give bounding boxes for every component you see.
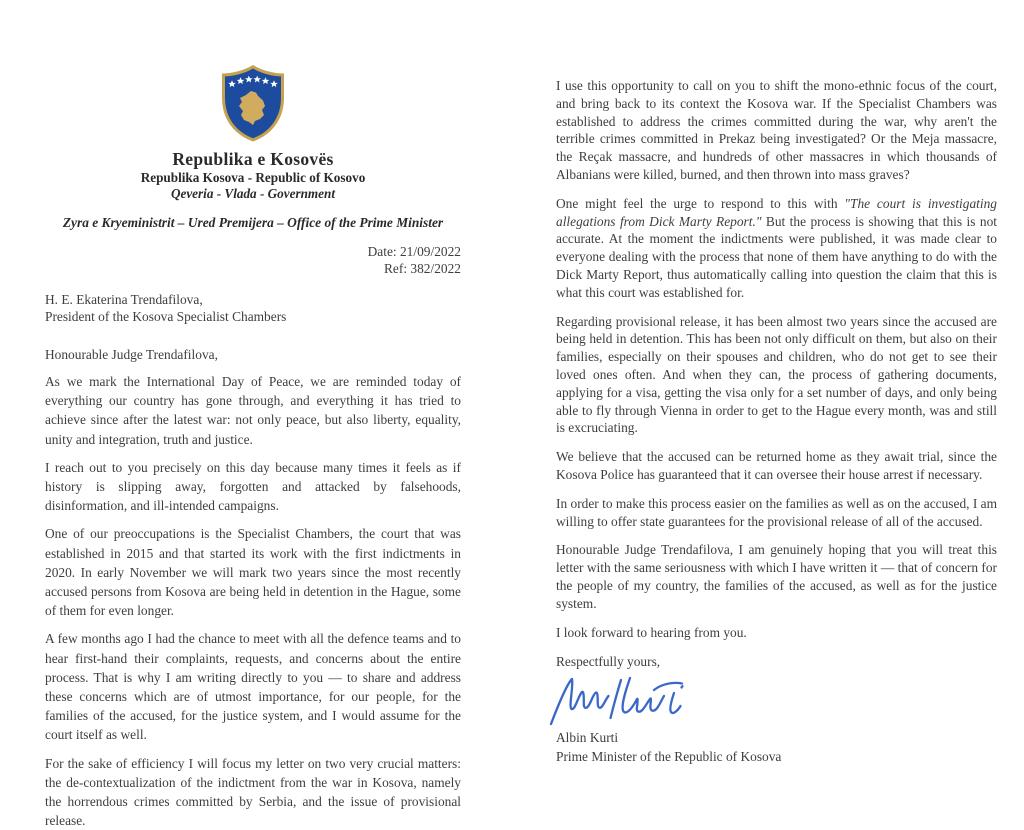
signature-albin-kurti: [548, 673, 997, 725]
letter-paragraph: In order to make this process easier on the families as well as on the accused, I am willing to offer state guarantees for the provisional release of all of the accused.: [556, 495, 997, 529]
letter-paragraph: For the sake of efficiency I will focus my letter on two very crucial matters: the de-contextualization of the indictment from the war in Kosova, namely the horrendous crimes committed by Serbia, and the issue of provisional release.: [45, 755, 461, 829]
sign-off: Respectfully yours,: [556, 654, 661, 670]
page1-body: [45, 372, 461, 830]
signatory-title: Prime Minister of the Republic of Kosova: [556, 748, 782, 764]
letterhead-government-line: Qeveria - Vlada - Government: [170, 186, 336, 201]
letter-paragraph: As we mark the International Day of Peace, we are reminded today of everything our country has gone through, and everything it has tried to achieve since after the latest war: not only peace, but also liberty, equality, unity and integration, truth and justice.: [45, 374, 461, 447]
letter-page-2: [556, 0, 997, 766]
signatory-name: Albin Kurti: [556, 730, 619, 746]
ref-line: Ref: 382/2022: [384, 260, 461, 276]
closing-block: [556, 653, 997, 765]
letter-paragraph: A few months ago I had the chance to meet with all the defence teams and to hear first-hand their complaints, requests, and concerns about the entire process. That is why I am writing directly to you — to share and address these concerns which are of utmost importance, for our people, for the families of the accused, for the justice system, and I would assume for the court itself as well.: [45, 631, 461, 743]
letter-paragraph: Honourable Judge Trendafilova, I am genuinely hoping that you will treat this letter with the same seriousness with which I have written it — that of concern for the people of my country, the families of the accused, as well as for the justice system.: [556, 542, 997, 611]
letter-paragraph: One might feel the urge to respond to this with "The court is investigating allegations from Dick Marty Report." But the process is showing that this is not accurate. At the moment the indictments were published, it was made clear to everyone dealing with the process that none of them have anything to do with the Dick Marty Report, thus automatically calling into question the claim that this is what this court was established for.: [556, 195, 998, 300]
recipient-name: H. E. Ekaterina Trendafilova,: [45, 292, 203, 307]
letter-paragraph: Regarding provisional release, it has been almost two years since the accused are being held in detention. This has been not only difficult on them, but also on their families, especially on their spouses and children, who do not get to see their loved ones often. And when they can, the process of gathering documents, applying for a visa, getting the visa only for a set number of days, and only being able to fly through Vienna in order to get to the Hague every month, was and still is excruciating.: [556, 313, 997, 436]
kosovo-coat-of-arms-icon: [45, 64, 461, 142]
recipient-title: President of the Kosova Specialist Chambers: [45, 309, 287, 324]
letter-paragraph: One of our preoccupations is the Specialist Chambers, the court that was established in 2015 and that started its work with the first indictments in 2020. In early November we will mark two years since the most recently accused persons from Kosova are being held in detention in the Hague, some of them for even longer.: [45, 526, 461, 619]
date-ref-block: [45, 244, 461, 277]
signature-ink: [551, 678, 683, 724]
letter-paragraph: I use this opportunity to call on you to shift the mono-ethnic focus of the court, and bring back to its context the Kosova war. If the Specialist Chambers was established to address the crimes committed during the war, why aren't the terrible crimes committed in Prekaz being investigated? Or the Meja massacre, the Reçak massacre, and hundreds of other massacres in which thousands of Albanians were killed, burned, and then thrown into mass graves?: [556, 78, 997, 182]
letter-paragraph: I look forward to hearing from you.: [556, 624, 747, 640]
recipient-block: [45, 291, 461, 325]
page2-body: [556, 77, 997, 641]
letterhead-title: Republika e Kosovës: [172, 149, 334, 169]
salutation: Honourable Judge Trendafilova,: [45, 347, 218, 362]
date-line: Date: 21/09/2022: [367, 244, 461, 259]
letter-page-1: [45, 0, 461, 830]
letterhead-subtitle: Republika Kosova - Republic of Kosovo: [140, 170, 366, 185]
letter-paragraph: I reach out to you precisely on this day because many times it feels as if history is slipping away, forgotten and attacked by falsehoods, disinformation, and ill-intended campaigns.: [45, 459, 461, 514]
letter-paragraph: We believe that the accused can be returned home as they await trial, since the Kosova Police has guaranteed that it can oversee their house arrest if necessary.: [556, 449, 997, 482]
letterhead-office-line: Zyra e Kryeministrit – Ured Premijera – Office of the Prime Minister: [62, 215, 444, 230]
